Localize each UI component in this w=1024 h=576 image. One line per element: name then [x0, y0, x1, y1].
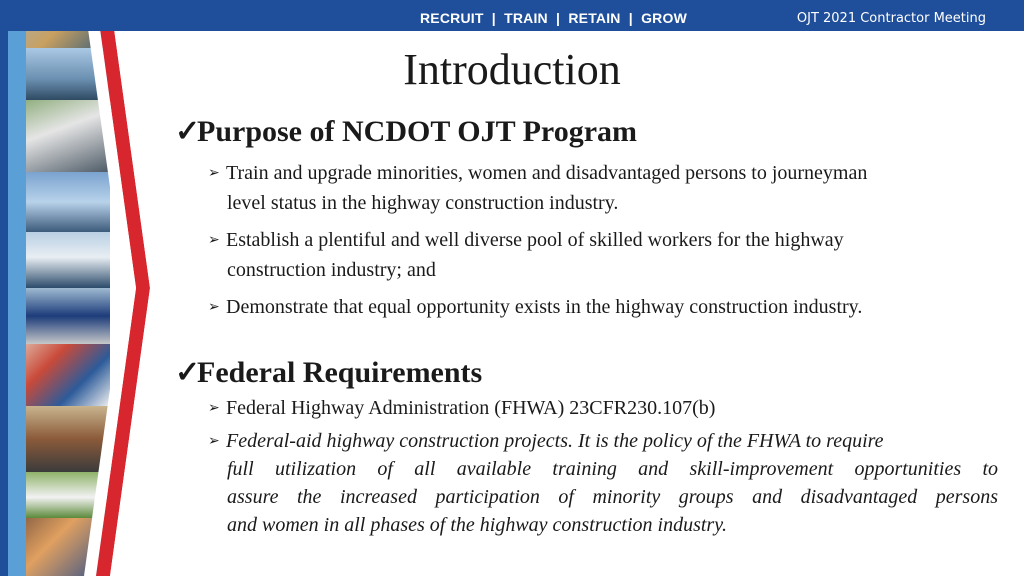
bullet-text-line: Train and upgrade minorities, women and disadvantaged persons to journeyman: [226, 162, 868, 184]
slide-title: Introduction: [403, 45, 621, 94]
arrow-bullet-icon: ➢: [208, 232, 220, 248]
bullet-text-line: Demonstrate that equal opportunity exists in the highway construction industry.: [226, 296, 863, 318]
bullet-text-line: Federal-aid highway construction projects. It is the policy of the FHWA to require: [226, 430, 884, 452]
bullet-text-line: level status in the highway construction industry.: [227, 192, 619, 214]
arrow-bullet-icon: ➢: [208, 299, 220, 315]
bullet-text-line: Federal Highway Administration (FHWA) 23CFR230.107(b): [226, 397, 716, 419]
arrow-bullet-icon: ➢: [208, 400, 220, 416]
section-heading-federal: [175, 355, 482, 390]
bullet-text-line: full utilization of all available training and skill-improvement opportunities to: [227, 458, 998, 480]
check-mark-icon: ✓: [175, 356, 201, 389]
bullet-text-line: Establish a plentiful and well diverse pool of skilled workers for the highway: [226, 229, 844, 251]
tagline: RECRUIT | TRAIN | RETAIN | GROW: [420, 10, 687, 26]
bullet-text-line: construction industry; and: [227, 259, 436, 281]
arrow-bullet-icon: ➢: [208, 433, 220, 449]
bullet-equal-opportunity: [208, 292, 862, 322]
top-banner: [0, 0, 1024, 31]
bullet-text-line: assure the increased participation of minority groups and disadvantaged persons: [227, 486, 998, 508]
bullet-fhwa-reference: [208, 393, 715, 423]
check-mark-icon: ✓: [175, 115, 201, 148]
section-heading-purpose: [175, 114, 637, 149]
arrow-bullet-icon: ➢: [208, 165, 220, 181]
bullet-federal-policy: [208, 427, 998, 539]
bullet-train-upgrade: [208, 158, 867, 218]
bullet-establish-pool: [208, 225, 844, 285]
bullet-text-line: and women in all phases of the highway construction industry.: [227, 514, 727, 536]
section-heading-federal-text: Federal Requirements: [197, 356, 483, 389]
section-heading-purpose-text: Purpose of NCDOT OJT Program: [197, 115, 637, 148]
meeting-label: OJT 2021 Contractor Meeting: [796, 11, 986, 26]
